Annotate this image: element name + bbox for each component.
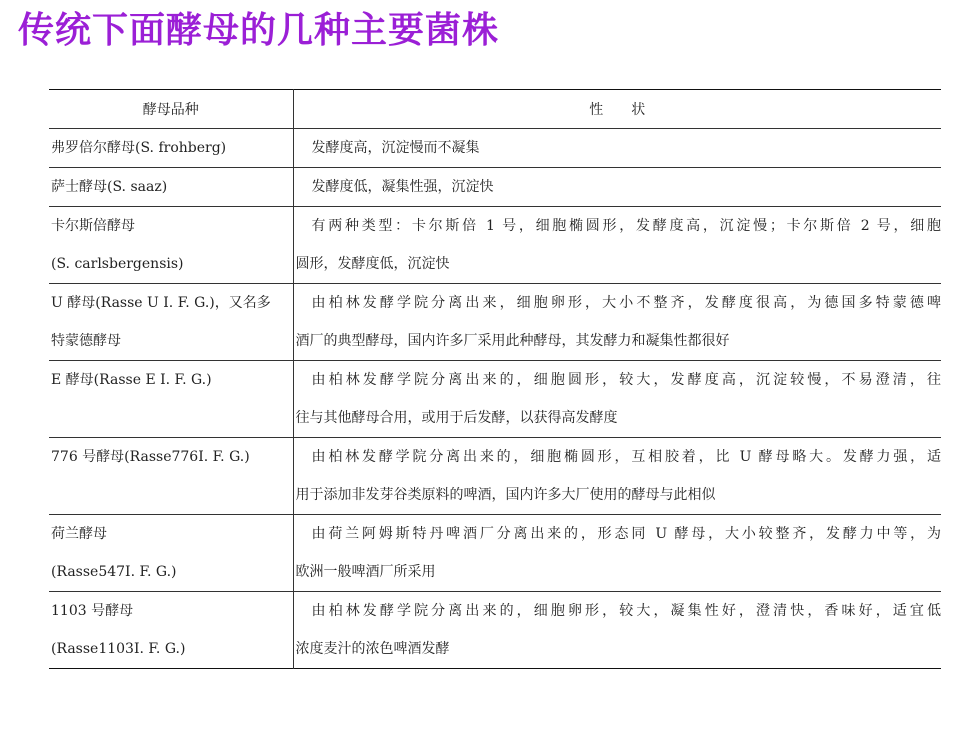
table-row (49, 284, 941, 361)
strain-name-line: 萨士酵母(S. saaz) (51, 179, 168, 195)
strain-name-line: 776 号酵母(Rasse776I. F. G.) (51, 449, 250, 465)
strain-name-line: (S. carlsbergensis) (51, 256, 184, 272)
strain-desc-line: 浓度麦汁的浓色啤酒发酵 (295, 641, 450, 657)
strain-name-line: (Rasse547I. F. G.) (51, 564, 177, 580)
strain-name-cell (49, 284, 293, 361)
strain-name-line: 弗罗倍尔酵母(S. frohberg) (51, 140, 227, 156)
strain-desc-line: 圆形，发酵度低，沉淀快 (295, 256, 450, 272)
strain-name-line: 特蒙德酵母 (51, 333, 121, 349)
header-properties: 性 状 (589, 102, 646, 118)
strain-desc-line: 由柏林发酵学院分离出来，细胞卵形，大小不整齐，发酵度很高，为德国多特蒙德啤 (311, 295, 941, 311)
table-row (49, 592, 941, 669)
table-row (49, 168, 941, 207)
strain-desc-line: 酒厂的典型酵母，国内许多厂采用此种酵母，其发酵力和凝集性都很好 (295, 333, 730, 349)
header-strain: 酵母品种 (49, 90, 293, 129)
strain-desc-cell (293, 129, 941, 168)
strain-desc-line: 欧洲一般啤酒厂所采用 (295, 564, 436, 580)
strain-desc-line: 往与其他酵母合用，或用于后发酵，以获得高发酵度 (295, 410, 618, 426)
strain-desc-cell (293, 438, 941, 515)
strain-desc-cell (293, 361, 941, 438)
table-row (49, 515, 941, 592)
strain-name-cell (49, 207, 293, 284)
strain-desc-line: 发酵度高，沉淀慢而不凝集 (311, 140, 480, 156)
strain-name-cell (49, 515, 293, 592)
table-row (49, 438, 941, 515)
strain-desc-line: 有两种类型：卡尔斯倍 1 号，细胞椭圆形，发酵度高，沉淀慢；卡尔斯倍 2 号，细胞 (311, 218, 941, 234)
table-row (49, 129, 941, 168)
strain-name-line: 1103 号酵母 (51, 603, 134, 619)
strain-desc-cell (293, 168, 941, 207)
strain-desc-line: 由柏林发酵学院分离出来的，细胞卵形，较大，凝集性好，澄清快，香味好，适宜低 (311, 603, 941, 619)
strain-desc-line: 发酵度低，凝集性强，沉淀快 (311, 179, 494, 195)
strain-name-cell (49, 438, 293, 515)
strain-desc-line: 用于添加非发芽谷类原料的啤酒，国内许多大厂使用的酵母与此相似 (295, 487, 716, 503)
table-row (49, 361, 941, 438)
strain-name-cell (49, 168, 293, 207)
strain-name-line: U 酵母(Rasse U I. F. G.)，又名多 (51, 295, 271, 311)
table-header-row (49, 90, 941, 129)
strain-desc-cell (293, 515, 941, 592)
strain-name-line: E 酵母(Rasse E I. F. G.) (51, 372, 212, 388)
strain-desc-line: 由柏林发酵学院分离出来的，细胞圆形，较大，发酵度高，沉淀较慢，不易澄清，往 (311, 372, 941, 388)
strain-name-cell (49, 361, 293, 438)
strain-desc-line: 由荷兰阿姆斯特丹啤酒厂分离出来的，形态同 U 酵母，大小较整齐，发酵力中等，为 (311, 526, 941, 542)
strain-desc-cell (293, 207, 941, 284)
strain-desc-cell (293, 284, 941, 361)
strain-desc-cell (293, 592, 941, 669)
strain-name-cell (49, 129, 293, 168)
strain-name-cell (49, 592, 293, 669)
strain-table-container (49, 89, 941, 669)
strain-name-line: 荷兰酵母 (51, 526, 107, 542)
strain-desc-line: 由柏林发酵学院分离出来的，细胞椭圆形，互相胶着，比 U 酵母略大。发酵力强，适 (311, 449, 941, 465)
page-title: 传统下面酵母的几种主要菌株 (18, 10, 500, 51)
strain-table (49, 89, 941, 669)
strain-name-line: 卡尔斯倍酵母 (51, 218, 135, 234)
strain-name-line: (Rasse1103I. F. G.) (51, 641, 186, 657)
table-row (49, 207, 941, 284)
